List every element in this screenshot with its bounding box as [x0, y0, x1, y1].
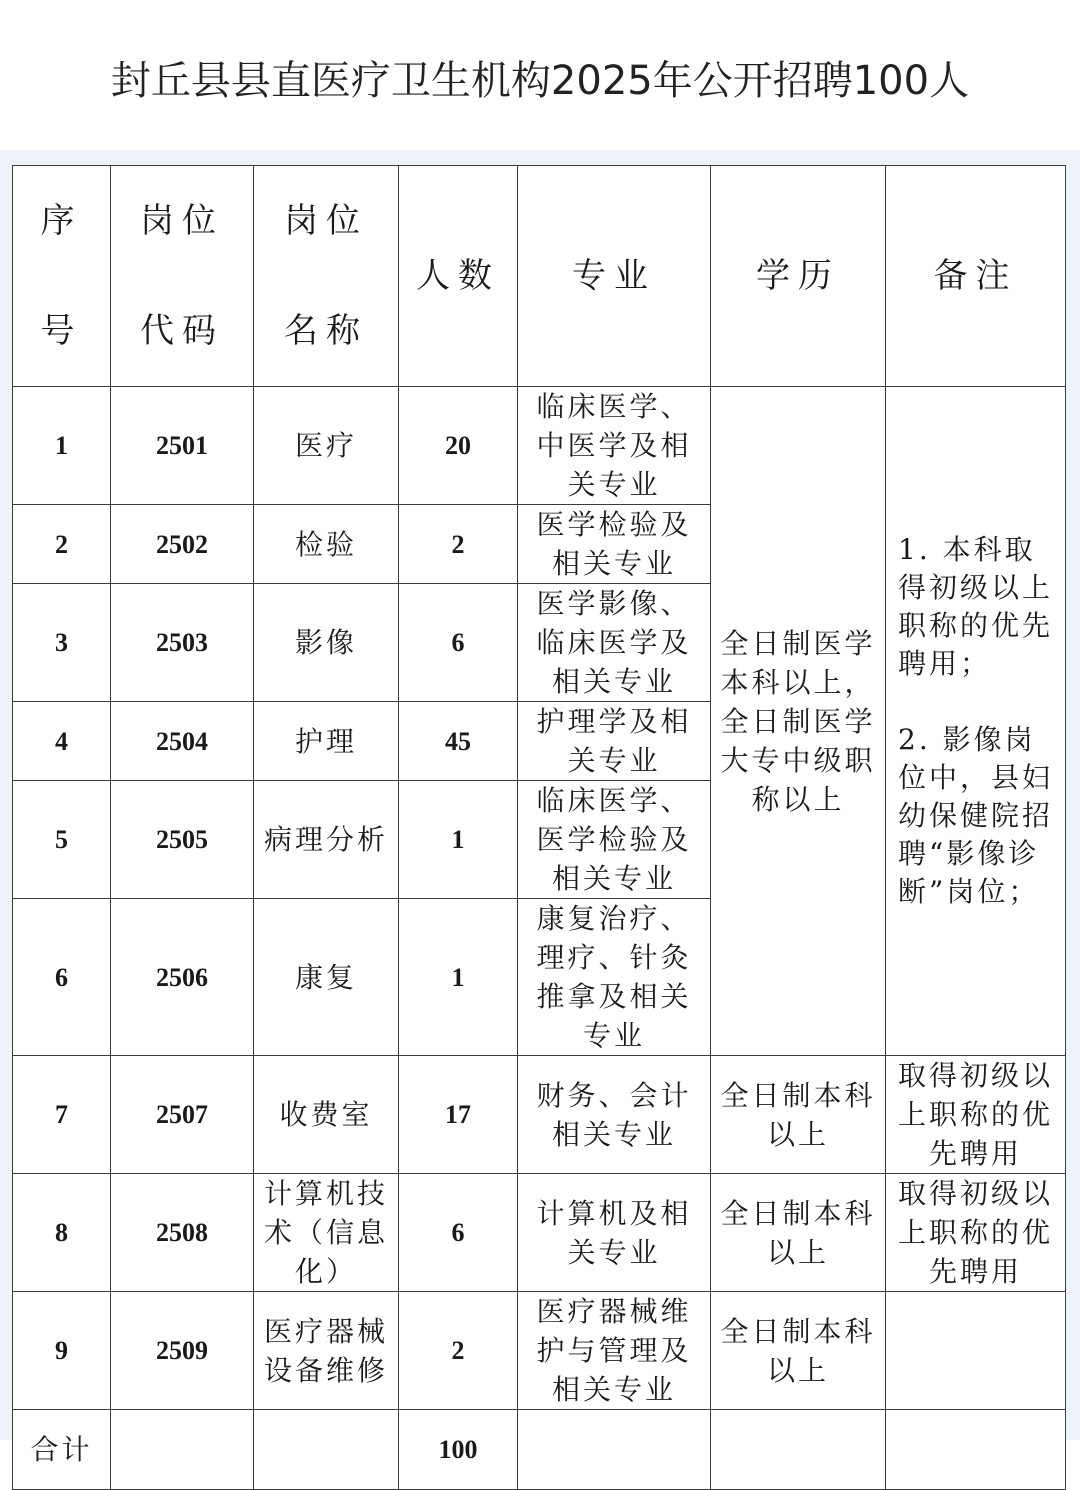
cell-remark-group [886, 387, 1066, 1056]
cell-name: 护理 [254, 702, 399, 781]
cell-seq: 2 [13, 505, 111, 584]
total-row [13, 1410, 1066, 1490]
cell-code: 2501 [111, 387, 254, 505]
cell-code: 2505 [111, 781, 254, 899]
table-row [13, 1292, 1066, 1410]
total-empty-code [111, 1410, 254, 1490]
cell-major: 财务、会计相关专业 [518, 1056, 711, 1174]
cell-remark: 取得初级以上职称的优先聘用 [886, 1056, 1066, 1174]
cell-code: 2502 [111, 505, 254, 584]
cell-count: 6 [399, 1174, 518, 1292]
cell-seq: 7 [13, 1056, 111, 1174]
cell-count: 2 [399, 505, 518, 584]
cell-seq: 8 [13, 1174, 111, 1292]
cell-count: 20 [399, 387, 518, 505]
cell-count: 1 [399, 899, 518, 1056]
cell-name: 检验 [254, 505, 399, 584]
header-name: 岗位 名称 [254, 166, 399, 387]
total-empty-remark [886, 1410, 1066, 1490]
cell-name: 康复 [254, 899, 399, 1056]
cell-major: 康复治疗、理疗、针灸推拿及相关专业 [518, 899, 711, 1056]
cell-education-group: 全日制医学本科以上，全日制医学大专中级职称以上 [711, 387, 886, 1056]
remark-item-2: 2. 影像岗位中，县妇幼保健院招聘“影像诊断”岗位； [898, 723, 1054, 908]
cell-name: 医疗 [254, 387, 399, 505]
total-count: 100 [399, 1410, 518, 1490]
cell-count: 45 [399, 702, 518, 781]
header-education: 学历 [711, 166, 886, 387]
recruitment-table [12, 165, 1066, 1490]
page-title: 封丘县县直医疗卫生机构2025年公开招聘100人 [110, 58, 970, 104]
header-row [13, 166, 1066, 387]
table-row [13, 387, 1066, 505]
cell-name: 计算机技术（信息化） [254, 1174, 399, 1292]
header-code: 岗位 代码 [111, 166, 254, 387]
header-remark: 备注 [886, 166, 1066, 387]
cell-education: 全日制本科以上 [711, 1292, 886, 1410]
header-count: 人数 [399, 166, 518, 387]
cell-name: 收费室 [254, 1056, 399, 1174]
cell-name: 影像 [254, 584, 399, 702]
cell-major: 计算机及相关专业 [518, 1174, 711, 1292]
cell-seq: 4 [13, 702, 111, 781]
total-empty-education [711, 1410, 886, 1490]
cell-major: 护理学及相关专业 [518, 702, 711, 781]
cell-code: 2504 [111, 702, 254, 781]
cell-code: 2506 [111, 899, 254, 1056]
cell-major: 医疗器械维护与管理及相关专业 [518, 1292, 711, 1410]
cell-name: 病理分析 [254, 781, 399, 899]
cell-education: 全日制本科以上 [711, 1174, 886, 1292]
table-row [13, 1056, 1066, 1174]
total-empty-major [518, 1410, 711, 1490]
cell-education: 全日制本科以上 [711, 1056, 886, 1174]
table-row [13, 1174, 1066, 1292]
cell-seq: 3 [13, 584, 111, 702]
cell-major: 临床医学、中医学及相关专业 [518, 387, 711, 505]
cell-seq: 6 [13, 899, 111, 1056]
cell-seq: 9 [13, 1292, 111, 1410]
cell-seq: 5 [13, 781, 111, 899]
cell-code: 2509 [111, 1292, 254, 1410]
cell-code: 2507 [111, 1056, 254, 1174]
cell-major: 医学影像、临床医学及相关专业 [518, 584, 711, 702]
cell-remark [886, 1292, 1066, 1410]
remark-item-1: 1. 本科取得初级以上职称的优先聘用； [898, 533, 1054, 680]
cell-major: 临床医学、医学检验及相关专业 [518, 781, 711, 899]
total-label: 合计 [13, 1410, 111, 1490]
cell-count: 6 [399, 584, 518, 702]
header-major: 专业 [518, 166, 711, 387]
cell-count: 1 [399, 781, 518, 899]
header-seq: 序 号 [13, 166, 111, 387]
cell-major: 医学检验及相关专业 [518, 505, 711, 584]
cell-seq: 1 [13, 387, 111, 505]
cell-code: 2503 [111, 584, 254, 702]
cell-remark: 取得初级以上职称的优先聘用 [886, 1174, 1066, 1292]
total-empty-name [254, 1410, 399, 1490]
cell-code: 2508 [111, 1174, 254, 1292]
cell-count: 17 [399, 1056, 518, 1174]
cell-count: 2 [399, 1292, 518, 1410]
cell-name: 医疗器械设备维修 [254, 1292, 399, 1410]
